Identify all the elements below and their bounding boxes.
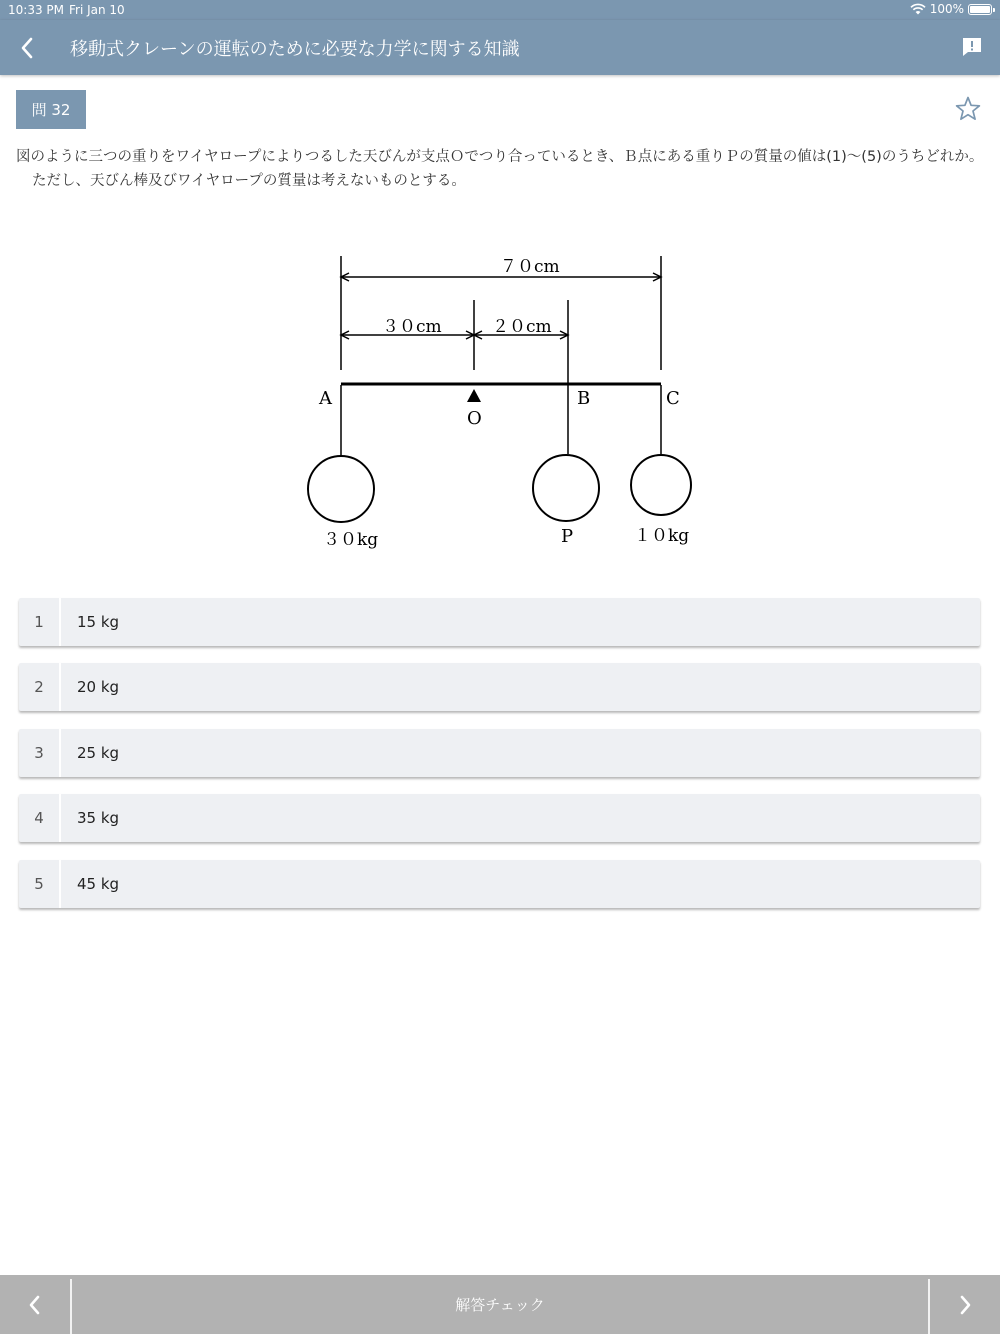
status-date: Fri Jan 10	[69, 3, 125, 17]
choice-label: 20 kg	[77, 678, 120, 697]
report-button[interactable]	[960, 35, 984, 59]
chevron-left-icon	[23, 1293, 47, 1317]
choice-number: 1	[34, 613, 44, 631]
weight-c-label: １０kg	[634, 526, 690, 546]
wifi-icon	[910, 3, 926, 15]
report-bubble-icon	[960, 35, 984, 59]
back-button[interactable]	[14, 34, 42, 62]
balance-diagram	[300, 248, 710, 558]
choice-5[interactable]	[19, 860, 980, 908]
choice-number: 3	[34, 743, 44, 762]
question-note-text: ただし、天びん棒及びワイヤロープの質量は考えないものとする。	[32, 172, 466, 189]
choice-label: 15 kg	[77, 613, 120, 631]
answer-check-button[interactable]: 解答チェック	[455, 1296, 545, 1314]
next-question-button[interactable]	[930, 1275, 1000, 1334]
page-title: 移動式クレーンの運転のために必要な力学に関する知識	[70, 39, 520, 60]
choice-number: 2	[34, 678, 44, 697]
status-right	[910, 2, 992, 16]
dim-right-label: ２０cm	[492, 317, 552, 337]
weight-a-label: ３０kg	[323, 530, 379, 550]
chevron-right-icon	[953, 1293, 977, 1317]
battery-percent: 100%	[929, 2, 964, 16]
weight-b-label: P	[561, 526, 574, 547]
choice-2[interactable]	[19, 663, 980, 711]
point-c-label: C	[666, 388, 680, 409]
pivot-label: O	[467, 408, 482, 429]
dim-total-label: ７０cm	[500, 257, 560, 277]
previous-question-button[interactable]	[0, 1275, 70, 1334]
choice-3[interactable]	[19, 729, 980, 777]
star-outline-icon	[954, 95, 982, 123]
favorite-button[interactable]	[954, 95, 982, 123]
nav-bar	[0, 20, 1000, 75]
choice-number: 4	[34, 809, 44, 828]
status-time: 10:33 PM	[8, 3, 64, 17]
choice-label: 45 kg	[77, 874, 120, 893]
choice-4[interactable]	[19, 794, 980, 842]
status-bar	[0, 0, 1000, 20]
bottom-bar	[0, 1275, 1000, 1334]
choice-label: 25 kg	[77, 743, 120, 762]
dim-left-label: ３０cm	[382, 317, 442, 337]
choice-label: 35 kg	[77, 809, 120, 828]
choice-1[interactable]	[19, 598, 980, 646]
battery-icon	[968, 4, 992, 15]
question-number-badge: 問 32	[16, 90, 86, 129]
choice-number: 5	[34, 874, 44, 893]
point-a-label: A	[319, 388, 332, 409]
question-main-text: 図のように三つの重りをワイヤロープによりつるした天びんが支点Ｏでつり合っているとき、Ｂ点にある重りＰの質量の値は(1)〜(5)のうちどれか。	[16, 149, 984, 165]
point-b-label: B	[577, 388, 591, 409]
question-text	[16, 146, 984, 193]
answer-choices	[19, 598, 980, 925]
chevron-left-icon	[14, 34, 42, 62]
